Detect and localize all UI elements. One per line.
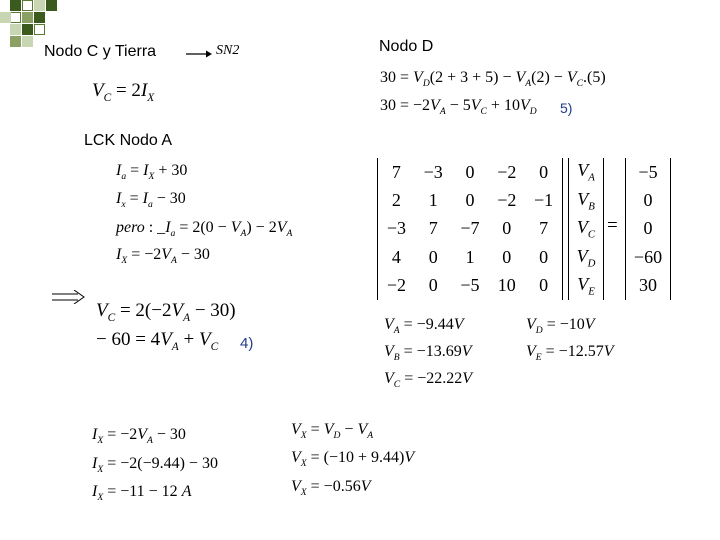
equation-ix-1: $I_X = -2V_A - 30$	[92, 426, 186, 447]
equation-ix-3: $I_X = -11 - 12$ A	[92, 483, 192, 504]
arrow-right-icon	[186, 49, 212, 59]
matrix-cell: 1	[465, 246, 475, 267]
matrix-cell: 2	[391, 190, 401, 211]
matrix-cell: 0	[502, 246, 512, 267]
matrix-cell: −2	[497, 161, 517, 182]
matrix-cell: 0	[428, 275, 438, 296]
equation-vx-3: $V_X = -0.56V$	[291, 478, 371, 499]
result-vc: $V_C = -22.22V$	[384, 370, 473, 391]
equation-ix-2: $I_X = -2(-9.44) - 30$	[92, 455, 218, 476]
equation-vc-sub: $V_C = 2(-2V_A - 30)$	[96, 300, 236, 324]
matrix-cell: −2	[386, 275, 406, 296]
equation-vx-1: $V_X = V_D - V_A$	[291, 421, 374, 442]
implies-arrow-icon	[52, 290, 86, 304]
matrix-cell: 0	[539, 275, 549, 296]
matrix-cell: 0	[539, 161, 549, 182]
vector-entry: −60	[633, 246, 663, 267]
matrix-cell: 0	[502, 218, 512, 239]
vector-entry: $V_E$	[577, 273, 595, 298]
vector-unknowns	[568, 158, 604, 300]
equation-minus60: − $60 = 4V_A + V_C$	[96, 329, 219, 353]
vector-entry: −5	[638, 161, 658, 182]
matrix-cell: −2	[497, 190, 517, 211]
matrix-cell: 0	[465, 190, 475, 211]
reference-5: 5)	[560, 100, 573, 116]
vector-entry: $V_D$	[576, 245, 596, 270]
equation-node-d-2: $30 = -2V_A - 5V_C + 10V_D$	[380, 97, 537, 118]
vector-entry: $V_A$	[577, 160, 595, 184]
matrix-cell: −3	[386, 218, 406, 239]
matrix-coefficients	[377, 158, 563, 300]
matrix-cell: 7	[391, 161, 401, 182]
sn2-label: SN2	[216, 43, 240, 58]
result-ve: $V_E = -12.57V$	[526, 343, 614, 364]
vector-entry: $V_C$	[576, 217, 596, 241]
reference-4: 4)	[240, 335, 254, 352]
matrix-cell: 10	[497, 275, 516, 296]
result-vb: $V_B = -13.69V$	[384, 343, 472, 364]
equation-vx-2: $V_X = (-10 + 9.44)V$	[291, 449, 415, 470]
equation-ix-ia: $I_x = I_a - 30$	[116, 190, 186, 211]
matrix-cell: 0	[539, 246, 549, 267]
heading-nodo-d: Nodo D	[379, 38, 434, 55]
matrix-cell: 4	[391, 246, 401, 267]
matrix-cell: 7	[539, 218, 549, 239]
matrix-equals-sign: =	[607, 215, 618, 236]
vector-entry: 0	[643, 190, 653, 211]
equation-node-d-1: $30 = V_D(2 + 3 + 5) - V_A(2) - V_C.(5)$	[380, 69, 606, 90]
matrix-cell: −3	[423, 161, 443, 182]
matrix-cell: −7	[460, 218, 480, 239]
vector-entry: 30	[639, 275, 657, 296]
equation-vc: $V_C = 2I_X$	[92, 80, 155, 104]
matrix-cell: 0	[428, 246, 438, 267]
matrix-cell: −1	[534, 190, 554, 211]
equation-pero: pero : $\_I_a = 2(0 - V_A) - 2V_A$	[116, 219, 293, 240]
vector-constants	[625, 158, 671, 300]
heading-nodo-c-tierra: Nodo C y Tierra	[44, 43, 157, 60]
matrix-cell: 7	[428, 218, 438, 239]
matrix-cell: 1	[428, 190, 438, 211]
matrix-cell: 0	[465, 161, 475, 182]
result-va: $V_A = -9.44V$	[384, 316, 464, 337]
vector-entry: $V_B$	[577, 188, 595, 213]
matrix-cell: −5	[460, 275, 480, 296]
vector-entry: 0	[643, 218, 653, 239]
lck-nodo-a-label: LCK Nodo A	[84, 132, 173, 149]
equation-ix-va: $I_X = -2V_A - 30$	[116, 246, 210, 267]
result-vd: $V_D = -10V$	[526, 316, 595, 337]
equation-ia: $I_a = I_X + 30$	[116, 162, 188, 183]
